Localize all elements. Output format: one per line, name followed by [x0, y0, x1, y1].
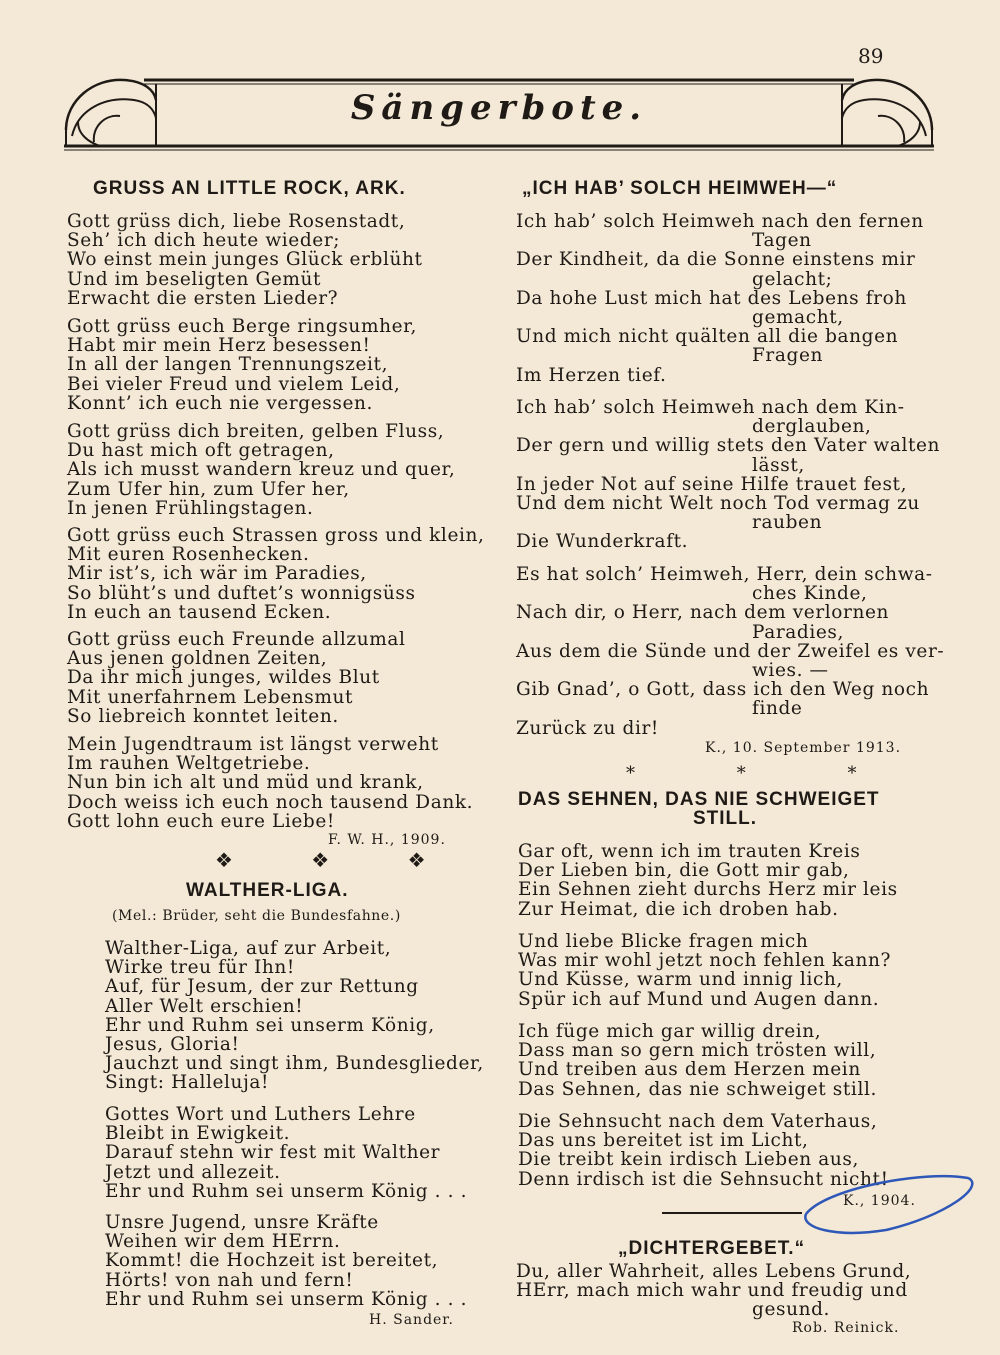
poem-signature: K., 1904.	[843, 1193, 916, 1209]
verse-line-continuation: wies. —	[752, 660, 829, 682]
verse-line: Darauf stehn wir fest mit Walther	[105, 1142, 441, 1164]
verse-line-continuation: derglauben,	[752, 416, 872, 438]
verse-line: Und liebe Blicke fragen mich	[518, 931, 809, 952]
poem-signature: F. W. H., 1909.	[328, 832, 446, 848]
verse-line: Bei vieler Freud und vielem Leid,	[67, 373, 401, 395]
verse-line: In euch an tausend Ecken.	[67, 601, 332, 623]
verse-line: Im rauhen Weltgetriebe.	[67, 753, 311, 775]
verse-line: Denn irdisch ist die Sehnsucht nicht!	[518, 1168, 889, 1190]
verse-line: Als ich musst wandern kreuz und quer,	[67, 459, 456, 481]
stanza	[105, 939, 484, 1093]
verse-line: Zurück zu dir!	[516, 717, 659, 739]
poem-title: DAS SEHNEN, DAS NIE SCHWEIGET	[518, 789, 880, 810]
stanza	[518, 842, 898, 919]
verse-line: In jenen Frühlingstagen.	[67, 497, 314, 519]
verse-line: Ehr und Ruhm sei unserm König . . .	[105, 1180, 468, 1202]
ornament-divider: ❖ ❖ ❖	[215, 848, 462, 872]
verse-line: Dass man so gern mich trösten will,	[518, 1040, 877, 1062]
verse-line: Wirke treu für Ihn!	[105, 957, 295, 979]
verse-line: Ich hab’ solch Heimweh nach den fernen	[516, 211, 924, 232]
verse-line: Mein Jugendtraum ist längst verweht	[67, 734, 439, 755]
verse-line: Ich füge mich gar willig drein,	[518, 1021, 822, 1042]
verse-line: Ich hab’ solch Heimweh nach dem Kin-	[516, 397, 905, 418]
verse-line: Und dem nicht Welt noch Tod vermag zu	[516, 493, 920, 515]
verse-line: HErr, mach mich wahr und freudig und	[516, 1280, 908, 1302]
verse-line: Weihen wir dem HErrn.	[105, 1231, 341, 1253]
verse-line: Jetzt und allezeit.	[105, 1161, 281, 1183]
poem-title-continuation: STILL.	[693, 808, 758, 829]
verse-line: Ehr und Ruhm sei unserm König . . .	[105, 1288, 468, 1310]
verse-line: Gott grüss euch Berge ringsumher,	[67, 316, 418, 337]
verse-line: Kommt! die Hochzeit ist bereitet,	[105, 1250, 439, 1272]
stanza	[67, 212, 423, 308]
verse-line: Wo einst mein junges Glück erblüht	[67, 249, 423, 271]
verse-line: Da ihr mich junges, wildes Blut	[67, 667, 380, 689]
verse-line-continuation: finde	[752, 698, 803, 720]
verse-line: Das uns bereitet ist im Licht,	[518, 1130, 809, 1152]
verse-line-continuation: Tagen	[752, 230, 812, 252]
stanza	[516, 398, 940, 552]
poem-title: „ICH HAB’ SOLCH HEIMWEH—“	[522, 178, 838, 199]
verse-line: Der Kindheit, da die Sonne einstens mir	[516, 249, 916, 271]
stanza	[67, 735, 473, 831]
poem-signature: H. Sander.	[369, 1312, 454, 1328]
verse-line: Der Lieben bin, die Gott mir gab,	[518, 860, 850, 882]
stanza	[518, 932, 891, 1009]
verse-line: So liebreich konntet leiten.	[67, 705, 339, 727]
verse-line: Und mich nicht quälten all die bangen	[516, 326, 899, 348]
verse-line: Gott grüss dich breiten, gelben Fluss,	[67, 421, 445, 442]
verse-line-continuation: gemacht,	[752, 307, 844, 329]
verse-line: Aller Welt erschien!	[105, 995, 304, 1017]
verse-line: Unsre Jugend, unsre Kräfte	[105, 1212, 379, 1233]
poem-signature: Rob. Reinick.	[792, 1320, 900, 1336]
verse-line: Singt: Halleluja!	[105, 1072, 270, 1094]
poem-title: GRUSS AN LITTLE ROCK, ARK.	[93, 178, 406, 199]
verse-line: Die Wunderkraft.	[516, 531, 689, 553]
verse-line: Doch weiss ich euch noch tausend Dank.	[67, 791, 474, 813]
verse-line: Aus jenen goldnen Zeiten,	[67, 648, 328, 670]
verse-line: Mir ist’s, ich wär im Paradies,	[67, 563, 367, 585]
verse-line: Du, aller Wahrheit, alles Lebens Grund,	[516, 1261, 912, 1282]
verse-line: Ein Sehnen zieht durchs Herz mir leis	[518, 879, 898, 901]
stanza	[67, 317, 417, 413]
verse-line-continuation: Fragen	[752, 345, 824, 367]
verse-line: Gott lohn euch eure Liebe!	[67, 810, 335, 832]
ink-circle-mark	[796, 1166, 980, 1238]
masthead-title: Sängerbote.	[350, 88, 648, 128]
verse-line: Auf, für Jesum, der zur Rettung	[105, 976, 419, 998]
verse-line: Nach dir, o Herr, nach dem verlornen	[516, 602, 890, 624]
verse-line-continuation: rauben	[752, 512, 823, 534]
verse-line: Erwacht die ersten Lieder?	[67, 287, 339, 309]
verse-line: Es hat solch’ Heimweh, Herr, dein schwa-	[516, 564, 933, 585]
verse-line: So blüht’s und duftet’s wonnigsüss	[67, 582, 416, 604]
verse-line-continuation: gesund.	[752, 1299, 831, 1321]
verse-line: Jesus, Gloria!	[105, 1034, 240, 1056]
verse-line: In all der langen Trennungszeit,	[67, 354, 389, 376]
poem-title: WALTHER-LIGA.	[186, 880, 349, 901]
verse-line: Zum Ufer hin, zum Ufer her,	[67, 478, 350, 500]
verse-line: Die treibt kein irdisch Lieben aus,	[518, 1149, 859, 1171]
verse-line: Hörts! von nah und fern!	[105, 1269, 354, 1291]
verse-line: Aus dem die Sünde und der Zweifel es ver-	[516, 640, 945, 662]
verse-line: Spür ich auf Mund und Augen dann.	[518, 988, 880, 1010]
verse-line: Jauchzt und singt ihm, Bundesglieder,	[105, 1053, 484, 1075]
stanza	[516, 1262, 911, 1320]
stars-divider: * * *	[626, 763, 905, 784]
stanza	[67, 526, 485, 622]
poem-signature: K., 10. September 1913.	[705, 740, 902, 756]
stanza	[105, 1105, 467, 1201]
verse-line-continuation: lässt,	[752, 454, 805, 476]
verse-line-continuation: gelacht;	[752, 268, 833, 290]
poem-title: „DICHTERGEBET.“	[618, 1238, 806, 1259]
verse-line: Da hohe Lust mich hat des Lebens froh	[516, 287, 907, 309]
verse-line: Und treiben aus dem Herzen mein	[518, 1059, 861, 1081]
verse-line: Gottes Wort und Luthers Lehre	[105, 1104, 416, 1125]
verse-line: Walther-Liga, auf zur Arbeit,	[105, 938, 392, 959]
stanza	[105, 1213, 467, 1309]
verse-line: Nun bin ich alt und müd und krank,	[67, 772, 424, 794]
verse-line: Mit unerfahrnem Lebensmut	[67, 686, 354, 708]
verse-line: Der gern und willig stets den Vater walten	[516, 435, 941, 457]
verse-line: Ehr und Ruhm sei unserm König,	[105, 1014, 435, 1036]
page-number: 89	[858, 44, 884, 68]
stanza	[67, 630, 406, 726]
masthead	[64, 70, 934, 152]
verse-line: Bleibt in Ewigkeit.	[105, 1123, 291, 1145]
verse-line: Gott grüss euch Strassen gross und klein,	[67, 525, 485, 546]
verse-line: Mit euren Rosenhecken.	[67, 544, 310, 566]
verse-line: Die Sehnsucht nach dem Vaterhaus,	[518, 1111, 878, 1132]
verse-line: Gott grüss euch Freunde allzumal	[67, 629, 406, 650]
verse-line: Im Herzen tief.	[516, 364, 667, 386]
verse-line: Und Küsse, warm und innig lich,	[518, 969, 843, 991]
verse-line: Du hast mich oft getragen,	[67, 440, 335, 462]
verse-line: Seh’ ich dich heute wieder;	[67, 230, 341, 252]
verse-line: Was mir wohl jetzt noch fehlen kann?	[518, 950, 892, 972]
stanza	[67, 422, 455, 518]
verse-line: In jeder Not auf seine Hilfe trauet fest,	[516, 473, 908, 495]
verse-line: Das Sehnen, das nie schweiget still.	[518, 1078, 877, 1100]
verse-line: Gott grüss dich, liebe Rosenstadt,	[67, 211, 406, 232]
verse-line: Und im beseligten Gemüt	[67, 268, 322, 290]
verse-line-continuation: Paradies,	[752, 621, 845, 643]
verse-line: Habt mir mein Herz besessen!	[67, 335, 371, 357]
verse-line: Konnt’ ich euch nie vergessen.	[67, 392, 374, 414]
stanza	[516, 212, 924, 385]
section-divider-rule	[662, 1212, 802, 1214]
poem-subtitle: (Mel.: Brüder, seht die Bundesfahne.)	[112, 908, 401, 924]
verse-line: Gar oft, wenn ich im trauten Kreis	[518, 841, 861, 862]
verse-line: Zur Heimat, die ich droben hab.	[518, 898, 839, 920]
stanza	[516, 565, 944, 738]
verse-line-continuation: ches Kinde,	[752, 583, 868, 605]
verse-line: Gib Gnad’, o Gott, dass ich den Weg noch	[516, 679, 930, 701]
stanza	[518, 1022, 877, 1099]
